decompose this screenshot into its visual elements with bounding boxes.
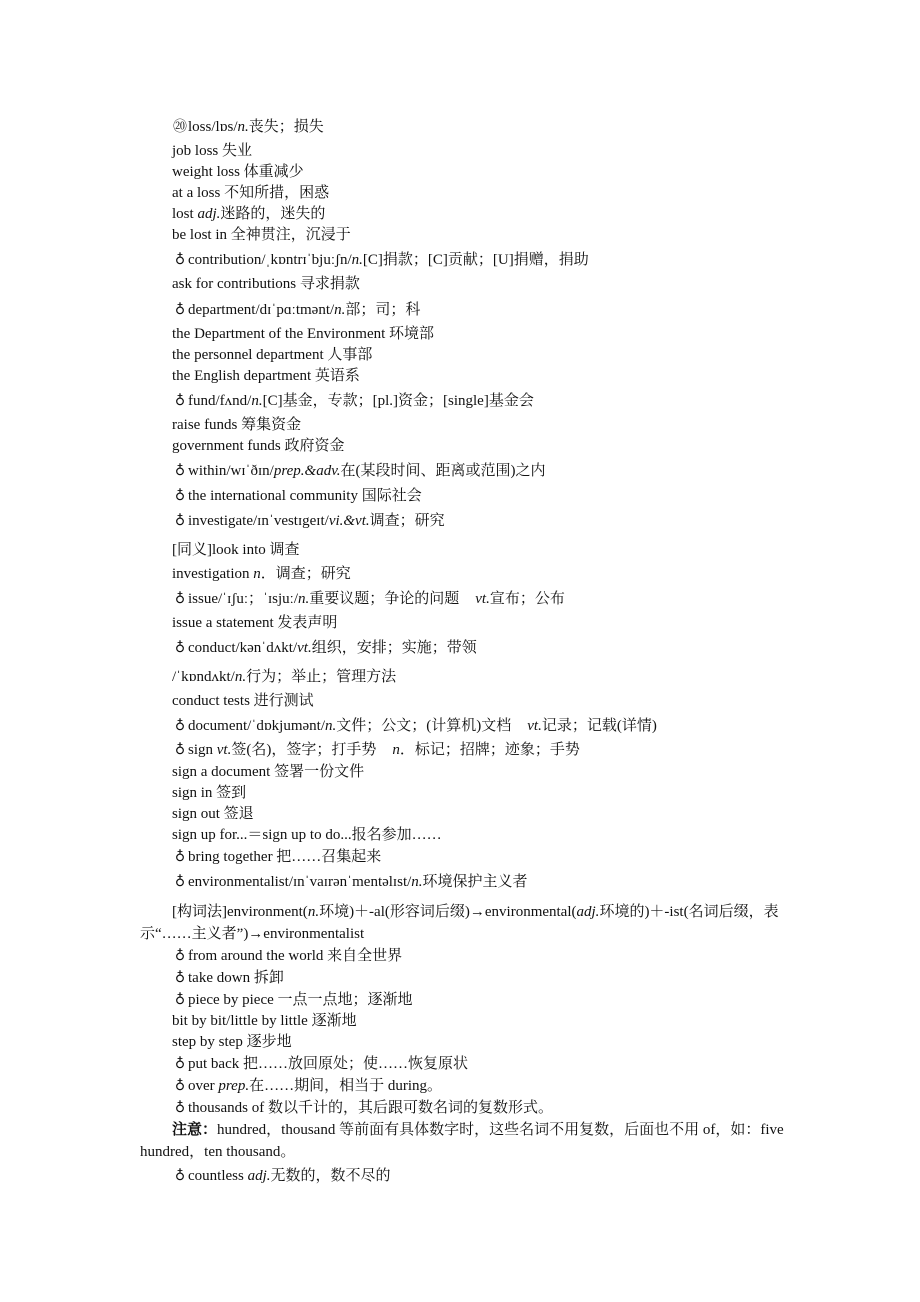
phrase-line: weight loss 体重减少 xyxy=(172,164,304,180)
entry-from-around-the-world: ♁ from around the world 来自全世界 xyxy=(174,948,403,964)
phrase-line: be lost in 全神贯注，沉浸于 xyxy=(172,227,351,243)
entry-contribution: ♁ contribution/ˌkɒntrɪˈbjuːʃn/n.[C]捐款；[C]贡献；[U]捐赠，捐助 xyxy=(174,252,589,268)
entry-document: ♁ document/ˈdɒkjumənt/n.文件；公文；(计算机)文档 vt.记录；记载(详情) xyxy=(174,718,657,734)
phrase-line: raise funds 筹集资金 xyxy=(172,417,302,433)
phrase-line: /ˈkɒndʌkt/n.行为；举止；管理方法 xyxy=(172,669,397,685)
entry-bring-together: ♁ bring together 把……召集起来 xyxy=(174,849,382,865)
entry-put-back: ♁ put back 把……放回原处；使……恢复原状 xyxy=(174,1056,468,1072)
phrase-line: sign out 签退 xyxy=(172,806,254,822)
phrase-line: sign up for...＝sign up to do...报名参加…… xyxy=(172,827,442,843)
phrase-line: [同义]look into 调查 xyxy=(172,542,300,558)
phrase-line: conduct tests 进行测试 xyxy=(172,693,314,709)
entry-sign: ♁ sign vt.签(名)，签字；打手势 n．标记；招牌；迹象；手势 xyxy=(174,742,580,758)
entry-loss: ⑳loss/lɒs/n.丧失；损失 xyxy=(173,119,324,135)
phrase-line: the English department 英语系 xyxy=(172,368,360,384)
phrase-line: job loss 失业 xyxy=(172,143,253,159)
phrase-line: ask for contributions 寻求捐款 xyxy=(172,276,360,292)
entry-international-community: ♁ the international community 国际社会 xyxy=(174,488,422,504)
entry-investigate: ♁ investigate/ɪnˈvestɪgeɪt/vi.&vt.调查；研究 xyxy=(174,513,445,529)
entry-within: ♁ within/wɪˈðɪn/prep.&adv.在(某段时间、距离或范围)之内 xyxy=(174,463,546,479)
entry-department: ♁ department/dɪˈpɑːtmənt/n.部；司；科 xyxy=(174,302,421,318)
phrase-line: sign a document 签署一份文件 xyxy=(172,764,365,780)
phrase-line: government funds 政府资金 xyxy=(172,438,345,454)
phrase-line: at a loss 不知所措，困惑 xyxy=(172,185,330,201)
word-formation-note: [构词法]environment(n.环境)＋-al(形容词后缀)→environmental(adj.环境的)＋-ist(名词后缀，表示“……主义者”)→environmentalist xyxy=(140,904,779,942)
entry-issue: ♁ issue/ˈɪʃuː；ˈɪsjuː/n.重要议题；争论的问题 vt.宣布；公布 xyxy=(174,591,565,607)
phrase-line: sign in 签到 xyxy=(172,785,247,801)
phrase-line: bit by bit/little by little 逐渐地 xyxy=(172,1013,357,1029)
entry-over: ♁ over prep.在……期间，相当于 during。 xyxy=(174,1078,443,1094)
entry-thousands-of: ♁ thousands of 数以千计的，其后跟可数名词的复数形式。 xyxy=(174,1100,553,1116)
phrase-line: issue a statement 发表声明 xyxy=(172,615,338,631)
entry-take-down: ♁ take down 拆卸 xyxy=(174,970,284,986)
phrase-line: investigation n．调查；研究 xyxy=(172,566,351,582)
phrase-line: step by step 逐步地 xyxy=(172,1034,292,1050)
phrase-line: the personnel department 人事部 xyxy=(172,347,373,363)
phrase-line: lost adj.迷路的，迷失的 xyxy=(172,206,326,222)
entry-piece-by-piece: ♁ piece by piece 一点一点地；逐渐地 xyxy=(174,992,413,1008)
entry-conduct: ♁ conduct/kənˈdʌkt/vt.组织，安排；实施；带领 xyxy=(174,640,477,656)
attention-note: 注意：hundred，thousand 等前面有具体数字时，这些名词不用复数，后面也不用 of，如：five hundred，ten thousand。 xyxy=(140,1122,784,1160)
entry-environmentalist: ♁ environmentalist/ɪnˈvaɪrənˈmentəlɪst/n.环境保护主义者 xyxy=(174,874,528,890)
entry-fund: ♁ fund/fʌnd/n.[C]基金，专款；[pl.]资金；[single]基金会 xyxy=(174,393,534,409)
phrase-line: the Department of the Environment 环境部 xyxy=(172,326,435,342)
entry-countless: ♁ countless adj.无数的，数不尽的 xyxy=(174,1168,391,1184)
